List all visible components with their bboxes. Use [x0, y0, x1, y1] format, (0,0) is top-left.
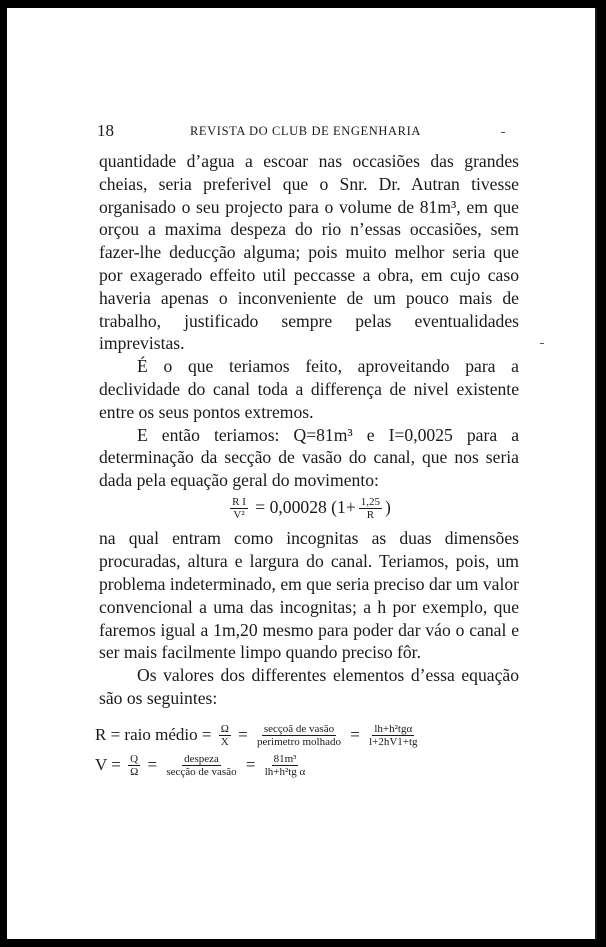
equations-block [95, 720, 519, 780]
equation-close: ) [385, 496, 391, 517]
body-text [95, 150, 519, 780]
paragraph-2: É o que teriamos feito, aproveitando para a declividade do canal toda a differença de nivel existente entre os seus pontos extremos. [99, 356, 519, 422]
page-header [7, 121, 595, 141]
running-title: REVISTA DO CLUB DE ENGENHARIA [190, 124, 421, 138]
paragraph-3: E então teriamos: Q=81m³ e I=0,0025 para a determinação da secção de vasão do canal, que nos seria dada pela equação geral do movimento: [99, 424, 519, 491]
fraction-q-omega: $\frac{Q}{\Omega}$ [130, 753, 139, 779]
fraction-125-r: $\frac{1,25}{R}$ [360, 496, 381, 522]
book-page [7, 8, 597, 939]
fraction-despeza-seccao: $\frac{\text{despeza}}{\text{secção de vasão}}$ [166, 753, 237, 779]
paragraph-5: Os valores dos differentes elementos d’essa equação são os seguintes: [99, 665, 519, 708]
stray-mark [540, 343, 544, 344]
fraction-seccao-perimetro: $\frac{\text{secçoã de vasão}}{\text{perimetro molhado}}$ [256, 723, 341, 749]
fraction-omega-x: $\frac{\Omega}{X}$ [220, 723, 229, 749]
paragraph-4: na qual entram como incognitas as duas dimensões procuradas, altura e largura do canal. Teriamos, pois, um problema indeterminado, em que seria preciso dar um valor convencional a uma das incognitas; a h por exemplo, que faremos igual a 1m,20 mesmo para poder dar váo o canal e ser mais facilmente limpo quando preciso fôr. [99, 528, 519, 663]
equation-v: V = $\frac{Q}{\Omega}$ = $\frac{\text{despeza}}{\text{secção de vasão}}$ = $\frac{\text{81m³}}{\text{lh+h²tg α}}$ [95, 753, 306, 779]
fraction-lh-formula: $\frac{\text{lh+h²tgα}}{l+2hV1+tg}$ [369, 723, 418, 749]
fraction-ri-v2: $\frac{\text{R I}}{\text{V²}}$ [232, 496, 246, 522]
page-number: 18 [97, 121, 114, 140]
paragraph-1: quantidade d’agua a escoar nas occasiões das grandes cheias, seria preferivel que o Snr. Dr. Autran tivesse organisado o seu projecto para o volume de 81m³, em que orçou a maxima despeza do rio n’essas occasiões, sem fazer-lhe deducção alguma; pois muito melhor seria que por exagerado effeito util peccasse a obra, em cujo caso haveria apenas o inconveniente de um pouco mais de trabalho, justificado sempre pelas eventualidades imprevistas. [99, 151, 519, 354]
fraction-81-formula: $\frac{\text{81m³}}{\text{lh+h²tg α}}$ [264, 753, 306, 779]
equation-middle: = 0,00028 (1+ [255, 496, 356, 517]
stray-mark [501, 132, 505, 133]
equation-r: R = raio médio = $\frac{\Omega}{X}$ = $\frac{\text{secçoã de vasão}}{\text{perimetro molhado}}$ = $\frac{\text{lh+h²tgα}}{l+2hV1+tg}$ [95, 723, 418, 749]
movement-equation [99, 496, 519, 521]
